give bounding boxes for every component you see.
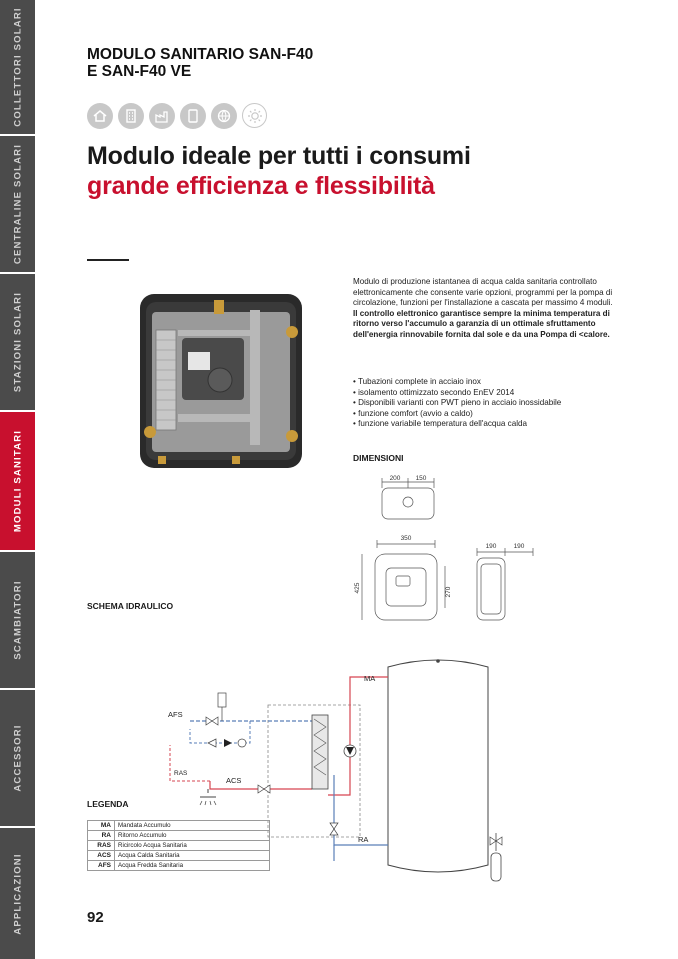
valve-icon	[206, 717, 218, 725]
dim-label: 200	[389, 475, 401, 482]
product-description	[353, 277, 613, 341]
legend-code: RAS	[88, 841, 115, 851]
legend-code: ACS	[88, 851, 115, 861]
sun-icon	[242, 103, 267, 128]
legend-row	[88, 851, 270, 861]
divider	[87, 259, 129, 261]
product-title-line1: MODULO SANITARIO SAN-F40	[87, 46, 314, 63]
pressure-valve-icon	[218, 693, 226, 707]
feature-item: • funzione comfort (avvio a caldo)	[353, 409, 613, 420]
feature-item: • funzione variabile temperatura dell'acqua calda	[353, 419, 613, 430]
legend-description: Ritorno Accumulo	[115, 831, 270, 841]
label-ma: MA	[364, 674, 376, 683]
label-acs: ACS	[226, 776, 242, 785]
feature-icons	[87, 103, 267, 129]
tab-accessori[interactable]	[0, 690, 35, 828]
dim-label: 270	[445, 586, 452, 598]
valve-icon	[330, 823, 338, 835]
tab-label: COLLETTORI SOLARI	[12, 7, 23, 127]
dim-label: 190	[485, 543, 497, 550]
product-photo	[138, 290, 304, 470]
legend-description: Acqua Fredda Sanitaria	[115, 861, 270, 871]
tab-moduli-sanitari[interactable]	[0, 412, 35, 552]
product-title	[87, 46, 313, 80]
legend-table	[87, 820, 270, 871]
section-sidebar	[0, 0, 35, 959]
side-view	[477, 548, 533, 620]
tablet-icon	[180, 103, 206, 129]
hydraulic-schema-heading: SCHEMA IDRAULICO	[87, 601, 174, 611]
valve-icon	[258, 785, 270, 793]
dimensions-drawing	[350, 468, 550, 628]
dim-label: 150	[415, 475, 427, 482]
description-bold-text: Il controllo elettronico garantisce sempre la minima temperatura di ritorno verso l'accumulo a garanzia di un ottimale sfruttamento dell'energia rinnovabile fornita dal sole e da una Pompa di <calore.	[353, 308, 610, 339]
dimensions-heading: DIMENSIONI	[353, 453, 404, 463]
front-view	[362, 540, 445, 620]
dim-label: 350	[400, 535, 412, 542]
legend-row	[88, 831, 270, 841]
supply-line	[328, 677, 388, 795]
heat-exchanger	[312, 715, 328, 789]
factory-icon	[149, 103, 175, 129]
storage-tank	[388, 660, 488, 872]
feature-item: • Disponibili varianti con PWT pieno in acciaio inossidabile	[353, 398, 613, 409]
label-ras: RAS	[174, 770, 188, 777]
feature-list	[353, 377, 613, 430]
legend-code: MA	[88, 821, 115, 831]
globe-icon	[211, 103, 237, 129]
tab-stazioni-solari[interactable]	[0, 274, 35, 412]
tab-applicazioni[interactable]	[0, 828, 35, 959]
tab-label: STAZIONI SOLARI	[12, 291, 23, 393]
legend-description: Ricircolo Acqua Sanitaria	[115, 841, 270, 851]
tab-label: MODULI SANITARI	[12, 429, 23, 533]
product-title-line2: E SAN-F40 VE	[87, 63, 192, 80]
description-text: Modulo di produzione istantanea di acqua calda sanitaria controllato elettronicamente che consente varie opzioni, programmi per la pompa di circolazione, funzioni per l'installazione a cascata per massimo 4 moduli.	[353, 277, 613, 308]
top-view	[382, 478, 434, 519]
expansion-vessel-icon	[491, 853, 501, 881]
headline-secondary: grande efficienza e flessibilità	[87, 172, 435, 200]
feature-item: • isolamento ottimizzato secondo EnEV 2014	[353, 388, 613, 399]
page-number: 92	[87, 909, 104, 926]
building-icon	[118, 103, 144, 129]
legend-row	[88, 861, 270, 871]
label-ra: RA	[358, 835, 369, 844]
feature-item: • Tubazioni complete in acciaio inox	[353, 377, 613, 388]
tab-label: ACCESSORI	[12, 724, 23, 792]
tab-label: CENTRALINE SOLARI	[12, 143, 23, 265]
tab-label: APPLICAZIONI	[12, 852, 23, 935]
house-icon	[87, 103, 113, 129]
tab-scambiatori[interactable]	[0, 552, 35, 690]
shower-icon	[200, 789, 216, 797]
tab-centraline-solari[interactable]	[0, 136, 35, 274]
legend-row	[88, 841, 270, 851]
legend-row	[88, 821, 270, 831]
legend-heading: LEGENDA	[87, 799, 129, 809]
legend-description: Mandata Accumulo	[115, 821, 270, 831]
legend-code: AFS	[88, 861, 115, 871]
dim-label: 190	[513, 543, 525, 550]
legend-description: Acqua Calda Sanitaria	[115, 851, 270, 861]
headline-primary: Modulo ideale per tutti i consumi	[87, 142, 471, 170]
label-afs: AFS	[168, 710, 183, 719]
tab-collettori-solari[interactable]	[0, 0, 35, 136]
legend-code: RA	[88, 831, 115, 841]
tab-label: SCAMBIATORI	[12, 580, 23, 660]
dim-label: 425	[354, 582, 361, 594]
